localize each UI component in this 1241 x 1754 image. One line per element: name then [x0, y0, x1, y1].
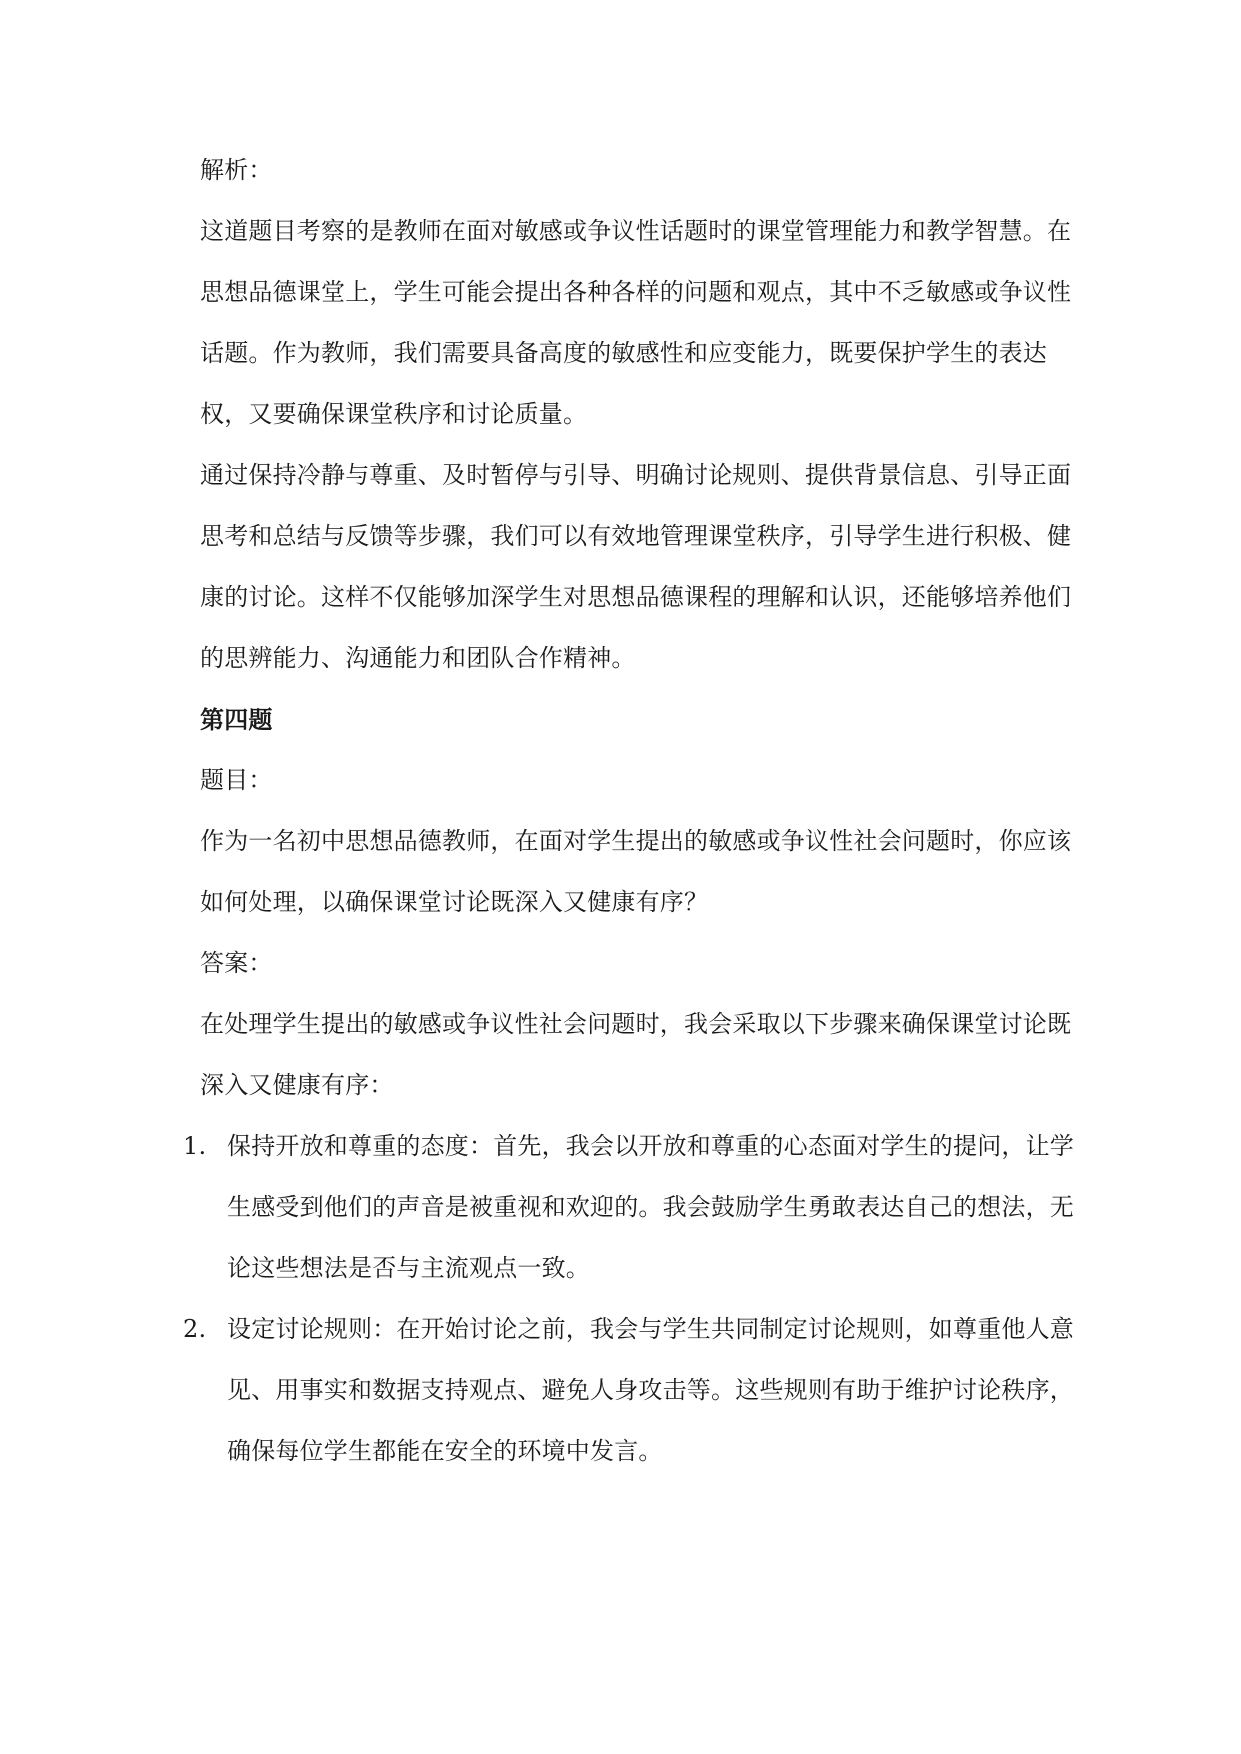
answer-intro: 在处理学生提出的敏感或争议性社会问题时，我会采取以下步骤来确保课堂讨论既深入又健康有序： [200, 1010, 1072, 1099]
analysis-paragraph-2: 通过保持冷静与尊重、及时暂停与引导、明确讨论规则、提供背景信息、引导正面思考和总结与反馈等步骤，我们可以有效地管理课堂秩序，引导学生进行积极、健康的讨论。这样不仅能够加深学生对思想品德课程的理解和认识，还能够培养他们的思辨能力、沟通能力和团队合作精神。 [200, 461, 1072, 672]
list-item-number: 2. [183, 1315, 207, 1343]
list-item [183, 1116, 1090, 1299]
list-item-number: 1. [183, 1132, 207, 1160]
analysis-paragraph-1: 这道题目考察的是教师在面对敏感或争议性话题时的课堂管理能力和教学智慧。在思想品德课堂上，学生可能会提出各种各样的问题和观点，其中不乏敏感或争议性话题。作为教师，我们需要具备高度的敏感性和应变能力，既要保护学生的表达权，又要确保课堂秩序和讨论质量。 [200, 217, 1072, 428]
list-item-text: 保持开放和尊重的态度：首先，我会以开放和尊重的心态面对学生的提问，让学生感受到他们的声音是被重视和欢迎的。我会鼓励学生勇敢表达自己的想法，无论这些想法是否与主流观点一致。 [227, 1132, 1074, 1282]
document-content [183, 140, 1090, 1482]
question-label: 题目： [200, 766, 273, 794]
question-text: 作为一名初中思想品德教师，在面对学生提出的敏感或争议性社会问题时，你应该如何处理，以确保课堂讨论既深入又健康有序？ [200, 827, 1072, 916]
section-title: 第四题 [200, 705, 273, 734]
list-item [183, 1299, 1090, 1482]
list-item-text: 设定讨论规则：在开始讨论之前，我会与学生共同制定讨论规则，如尊重他人意见、用事实和数据支持观点、避免人身攻击等。这些规则有助于维护讨论秩序，确保每位学生都能在安全的环境中发言。 [227, 1315, 1074, 1465]
steps-list [183, 1116, 1090, 1482]
answer-label: 答案： [200, 949, 273, 977]
analysis-label: 解析： [200, 156, 273, 184]
